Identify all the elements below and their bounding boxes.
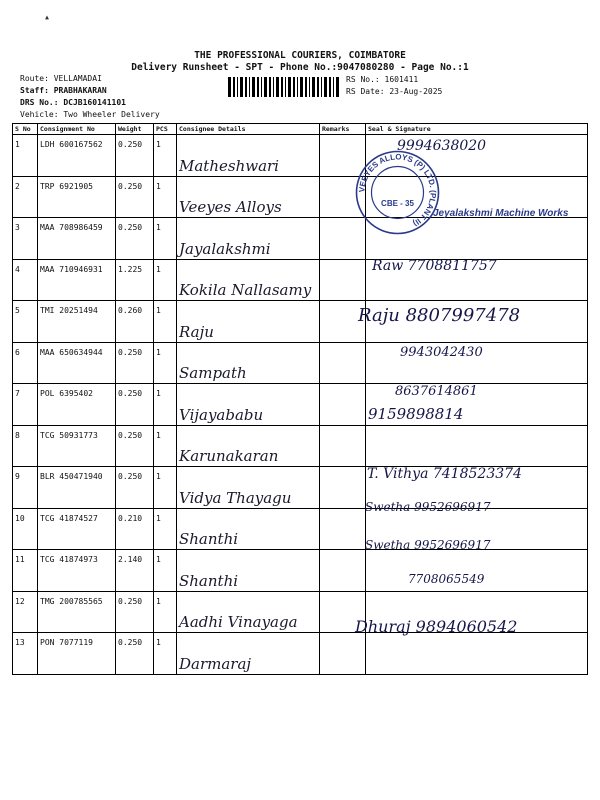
consignee-cell: Aadhi Vinayaga bbox=[177, 591, 320, 633]
sno-cell: 10 bbox=[13, 508, 38, 550]
signature-12: 7708065549 bbox=[408, 572, 485, 586]
remarks-cell bbox=[320, 259, 366, 301]
weight-cell: 0.210 bbox=[116, 508, 154, 550]
barcode-bar bbox=[321, 77, 322, 97]
consignment-cell: TCG 50931773 bbox=[38, 425, 116, 467]
consignment-cell: POL 6395402 bbox=[38, 384, 116, 426]
signature-4: Raw 7708811757 bbox=[372, 258, 497, 274]
table-row bbox=[13, 218, 588, 260]
barcode-bar bbox=[336, 77, 339, 97]
col-pcs: PCS bbox=[154, 124, 177, 135]
pcs-cell: 1 bbox=[154, 259, 177, 301]
barcode-bar bbox=[333, 77, 334, 97]
consignee-cell: Raju bbox=[177, 301, 320, 343]
col-signature: Seal & Signature bbox=[366, 124, 588, 135]
weight-cell: 0.250 bbox=[116, 176, 154, 218]
barcode-bar bbox=[276, 77, 279, 97]
pcs-cell: 1 bbox=[154, 342, 177, 384]
weight-cell: 0.250 bbox=[116, 633, 154, 675]
barcode-bar bbox=[264, 77, 267, 97]
pcs-cell: 1 bbox=[154, 508, 177, 550]
consignment-cell: PON 7077119 bbox=[38, 633, 116, 675]
stamp-center-text: CBE - 35 bbox=[381, 199, 414, 208]
signature-5: Raju 8807997478 bbox=[358, 305, 521, 326]
sno-cell: 12 bbox=[13, 591, 38, 633]
sno-cell: 8 bbox=[13, 425, 38, 467]
consignment-cell: TMG 200785565 bbox=[38, 591, 116, 633]
consignee-cell: Matheshwari bbox=[177, 135, 320, 177]
pcs-cell: 1 bbox=[154, 550, 177, 592]
weight-cell: 0.250 bbox=[116, 467, 154, 509]
pcs-cell: 1 bbox=[154, 633, 177, 675]
weight-cell: 0.250 bbox=[116, 425, 154, 467]
barcode-bar bbox=[293, 77, 295, 97]
signature-1: 9994638020 bbox=[397, 138, 487, 154]
sno-cell: 3 bbox=[13, 218, 38, 260]
pcs-cell: 1 bbox=[154, 176, 177, 218]
signature-3: Jeyalakshmi Machine Works bbox=[433, 208, 569, 219]
barcode-bar bbox=[312, 77, 315, 97]
consignee-cell: Vidya Thayagu bbox=[177, 467, 320, 509]
pcs-cell: 1 bbox=[154, 301, 177, 343]
signature-8: 9159898814 bbox=[368, 405, 464, 423]
company-seal-stamp bbox=[355, 150, 440, 235]
table-row bbox=[13, 633, 588, 675]
barcode-bar bbox=[228, 77, 231, 97]
remarks-cell bbox=[320, 633, 366, 675]
table-row bbox=[13, 384, 588, 426]
weight-cell: 0.260 bbox=[116, 301, 154, 343]
barcode-bar bbox=[245, 77, 247, 97]
col-weight: Weight bbox=[116, 124, 154, 135]
consignment-cell: LDH 600167562 bbox=[38, 135, 116, 177]
consignment-cell: TCG 41874527 bbox=[38, 508, 116, 550]
sno-cell: 2 bbox=[13, 176, 38, 218]
consignee-cell: Sampath bbox=[177, 342, 320, 384]
corner-mark: ▴ bbox=[44, 12, 51, 23]
remarks-cell bbox=[320, 425, 366, 467]
drs-number: DRS No.: DCJB160141101 bbox=[20, 98, 126, 107]
signature-13: Dhuraj 9894060542 bbox=[355, 617, 518, 636]
consignee-cell: Karunakaran bbox=[177, 425, 320, 467]
signature-9: T. Vithya 7418523374 bbox=[367, 466, 522, 482]
stamp-ring-text: VEEYES ALLOYS (P) LTD. (PLANT II) bbox=[357, 152, 438, 229]
barcode-bar bbox=[317, 77, 319, 97]
barcode-bar bbox=[281, 77, 283, 97]
signature-cell bbox=[366, 633, 588, 675]
runsheet-table bbox=[12, 123, 588, 675]
remarks-cell bbox=[320, 550, 366, 592]
barcode-bar bbox=[305, 77, 307, 97]
barcode-bar bbox=[288, 77, 291, 97]
sno-cell: 4 bbox=[13, 259, 38, 301]
barcode-bar bbox=[252, 77, 255, 97]
table-row bbox=[13, 550, 588, 592]
signature-10: Swetha 9952696917 bbox=[365, 500, 491, 514]
sno-cell: 5 bbox=[13, 301, 38, 343]
col-remarks: Remarks bbox=[320, 124, 366, 135]
weight-cell: 0.250 bbox=[116, 342, 154, 384]
barcode-bar bbox=[297, 77, 298, 97]
pcs-cell: 1 bbox=[154, 135, 177, 177]
signature-7: 8637614861 bbox=[395, 384, 478, 399]
sno-cell: 11 bbox=[13, 550, 38, 592]
consignee-cell: Darmaraj bbox=[177, 633, 320, 675]
consignment-cell: MAA 708986459 bbox=[38, 218, 116, 260]
company-title: THE PROFESSIONAL COURIERS, COIMBATORE bbox=[194, 50, 406, 61]
remarks-cell bbox=[320, 342, 366, 384]
consignment-cell: MAA 650634944 bbox=[38, 342, 116, 384]
sno-cell: 7 bbox=[13, 384, 38, 426]
table-header-row bbox=[13, 124, 588, 135]
consignment-cell: TMI 20251494 bbox=[38, 301, 116, 343]
consignee-cell: Vijayababu bbox=[177, 384, 320, 426]
col-consignee: Consignee Details bbox=[177, 124, 320, 135]
weight-cell: 1.225 bbox=[116, 259, 154, 301]
staff-label: Staff: PRABHAKARAN bbox=[20, 86, 107, 95]
remarks-cell bbox=[320, 467, 366, 509]
pcs-cell: 1 bbox=[154, 425, 177, 467]
barcode-bar bbox=[240, 77, 243, 97]
table-row bbox=[13, 135, 588, 177]
barcode-bar bbox=[249, 77, 250, 97]
consignment-cell: TRP 6921905 bbox=[38, 176, 116, 218]
col-consignment: Consignment No bbox=[38, 124, 116, 135]
rs-number: RS No.: 1601411 bbox=[346, 75, 419, 84]
consignment-cell: MAA 710946931 bbox=[38, 259, 116, 301]
barcode-bar bbox=[273, 77, 274, 97]
table-row bbox=[13, 425, 588, 467]
route-label: Route: VELLAMADAI bbox=[20, 74, 102, 83]
runsheet-subtitle: Delivery Runsheet - SPT - Phone No.:9047080280 - Page No.:1 bbox=[131, 62, 469, 73]
consignee-cell: Veeyes Alloys bbox=[177, 176, 320, 218]
consignee-cell: Shanthi bbox=[177, 508, 320, 550]
table-row bbox=[13, 342, 588, 384]
signature-6: 9943042430 bbox=[400, 345, 483, 360]
barcode-bar bbox=[257, 77, 259, 97]
signature-cell bbox=[366, 425, 588, 467]
barcode-bar bbox=[285, 77, 286, 97]
sno-cell: 9 bbox=[13, 467, 38, 509]
weight-cell: 2.140 bbox=[116, 550, 154, 592]
barcode-bar bbox=[261, 77, 262, 97]
remarks-cell bbox=[320, 508, 366, 550]
sno-cell: 1 bbox=[13, 135, 38, 177]
consignee-cell: Shanthi bbox=[177, 550, 320, 592]
weight-cell: 0.250 bbox=[116, 218, 154, 260]
signature-11: Swetha 9952696917 bbox=[365, 538, 491, 552]
rs-date: RS Date: 23-Aug-2025 bbox=[346, 87, 443, 96]
barcode-bar bbox=[309, 77, 310, 97]
pcs-cell: 1 bbox=[154, 384, 177, 426]
svg-text:VEEYES ALLOYS (P) LTD. (PLANT bbox=[357, 152, 437, 228]
table-row bbox=[13, 259, 588, 301]
sno-cell: 6 bbox=[13, 342, 38, 384]
pcs-cell: 1 bbox=[154, 591, 177, 633]
consignment-cell: BLR 450471940 bbox=[38, 467, 116, 509]
barcode-bar bbox=[329, 77, 331, 97]
weight-cell: 0.250 bbox=[116, 591, 154, 633]
weight-cell: 0.250 bbox=[116, 135, 154, 177]
sno-cell: 13 bbox=[13, 633, 38, 675]
barcode-bar bbox=[233, 77, 235, 97]
col-sno: S No bbox=[13, 124, 38, 135]
barcode-bar bbox=[300, 77, 303, 97]
pcs-cell: 1 bbox=[154, 467, 177, 509]
remarks-cell bbox=[320, 384, 366, 426]
consignment-cell: TCG 41874973 bbox=[38, 550, 116, 592]
barcode-bar bbox=[324, 77, 327, 97]
barcode-bar bbox=[237, 77, 238, 97]
consignee-cell: Jayalakshmi bbox=[177, 218, 320, 260]
consignee-cell: Kokila Nallasamy bbox=[177, 259, 320, 301]
barcode-bar bbox=[269, 77, 271, 97]
table-row bbox=[13, 508, 588, 550]
weight-cell: 0.250 bbox=[116, 384, 154, 426]
barcode bbox=[228, 77, 340, 97]
vehicle-label: Vehicle: Two Wheeler Delivery bbox=[20, 110, 160, 119]
pcs-cell: 1 bbox=[154, 218, 177, 260]
